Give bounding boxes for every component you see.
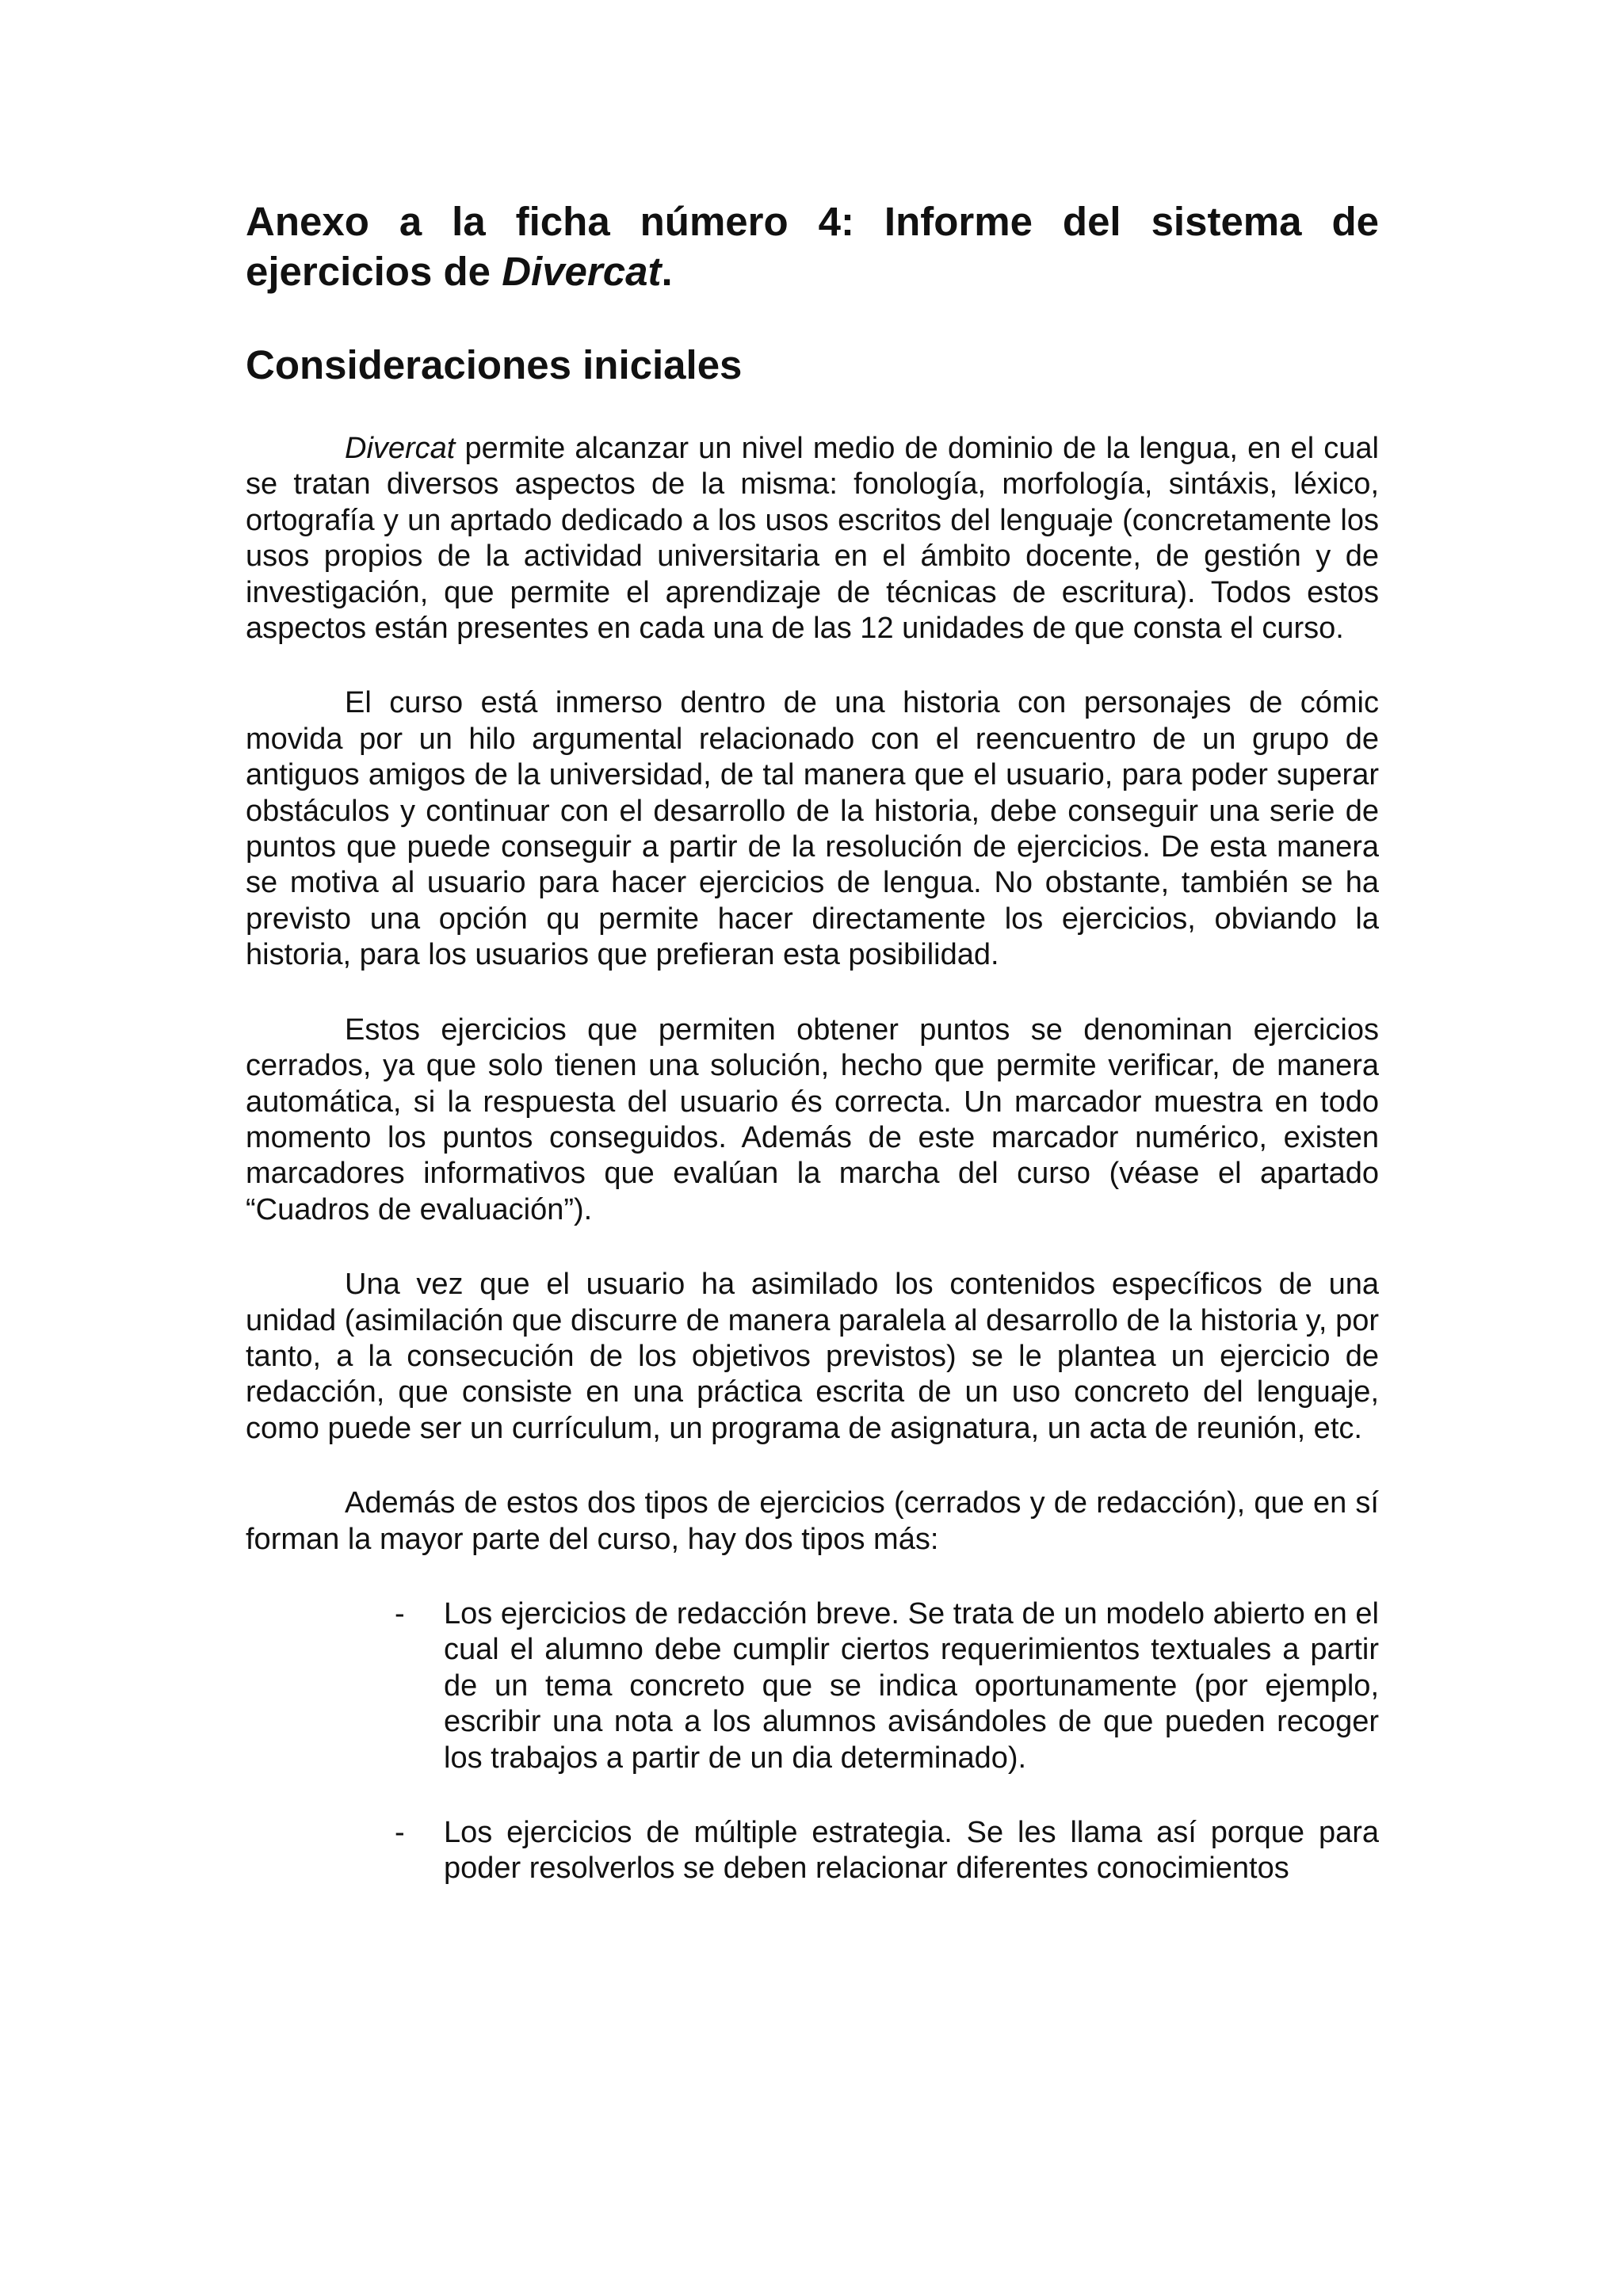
paragraph-1-text: permite alcanzar un nivel medio de dominio de la lengua, en el cual se tratan diversos aspectos de la misma: fonología, morfología, sintáxis, léxico, ortografía y un aprtado dedicado a los usos escritos del lenguaje (concretamente los usos propios de la actividad universitaria en el ámbito docente, de gestión y de investigación, que permite el aprendizaje de técnicas de escritura). Todos estos aspectos están presentes en cada una de las 12 unidades de que consta el curso. <box>246 432 1379 646</box>
paragraph-1-product-name: Divercat <box>345 432 456 465</box>
title-prefix: Anexo a la ficha número 4: Informe del sistema de ejercicios de <box>246 199 1379 294</box>
document-title <box>246 196 1379 296</box>
exercise-type-list <box>246 1596 1379 1887</box>
paragraph-4: Una vez que el usuario ha asimilado los contenidos específicos de una unidad (asimilación que discurre de manera paralela al desarrollo de la historia y, por tanto, a la consecución de los objetivos previstos) se le plantea un ejercicio de redacción, que consiste en una práctica escrita de un uso concreto del lenguaje, como puede ser un currículum, un programa de asignatura, un acta de reunión, etc. <box>246 1268 1379 1445</box>
paragraph-1 <box>246 431 1379 646</box>
list-item-text: Los ejercicios de múltiple estrategia. Se les llama así porque para poder resolverlos se deben relacionar diferentes conocimientos <box>444 1816 1379 1886</box>
document-body <box>246 196 1379 1887</box>
list-item <box>246 1596 1379 1776</box>
paragraph-5: Además de estos dos tipos de ejercicios (cerrados y de redacción), que en sí forman la mayor parte del curso, hay dos tipos más: <box>246 1486 1379 1556</box>
title-suffix: . <box>661 249 673 294</box>
section-heading: Consideraciones iniciales <box>246 342 743 387</box>
title-product-name: Divercat <box>502 249 662 294</box>
list-marker: - <box>395 1816 405 1849</box>
paragraph-3: Estos ejercicios que permiten obtener puntos se denominan ejercicios cerrados, ya que solo tienen una solución, hecho que permite verificar, de manera automática, si la respuesta del usuario és correcta. Un marcador muestra en todo momento los puntos conseguidos. Además de este marcador numérico, existen marcadores informativos que evalúan la marcha del curso (véase el apartado “Cuadros de evaluación”). <box>246 1013 1379 1226</box>
list-item <box>246 1815 1379 1887</box>
list-item-text: Los ejercicios de redacción breve. Se trata de un modelo abierto en el cual el alumno debe cumplir ciertos requerimientos textuales a partir de un tema concreto que se indica oportunamente (por ejemplo, escribir una nota a los alumnos avisándoles de que pueden recoger los trabajos a partir de un dia determinado). <box>444 1596 1379 1775</box>
list-marker: - <box>395 1596 405 1630</box>
paragraph-2: El curso está inmerso dentro de una historia con personajes de cómic movida por un hilo argumental relacionado con el reencuentro de un grupo de antiguos amigos de la universidad, de tal manera que el usuario, para poder superar obstáculos y continuar con el desarrollo de la historia, debe conseguir una serie de puntos que puede conseguir a partir de la resolución de ejercicios. De esta manera se motiva al usuario para hacer ejercicios de lengua. No obstante, también se ha previsto una opción qu permite hacer directamente los ejercicios, obviando la historia, para los usuarios que prefieran esta posibilidad. <box>246 686 1379 972</box>
